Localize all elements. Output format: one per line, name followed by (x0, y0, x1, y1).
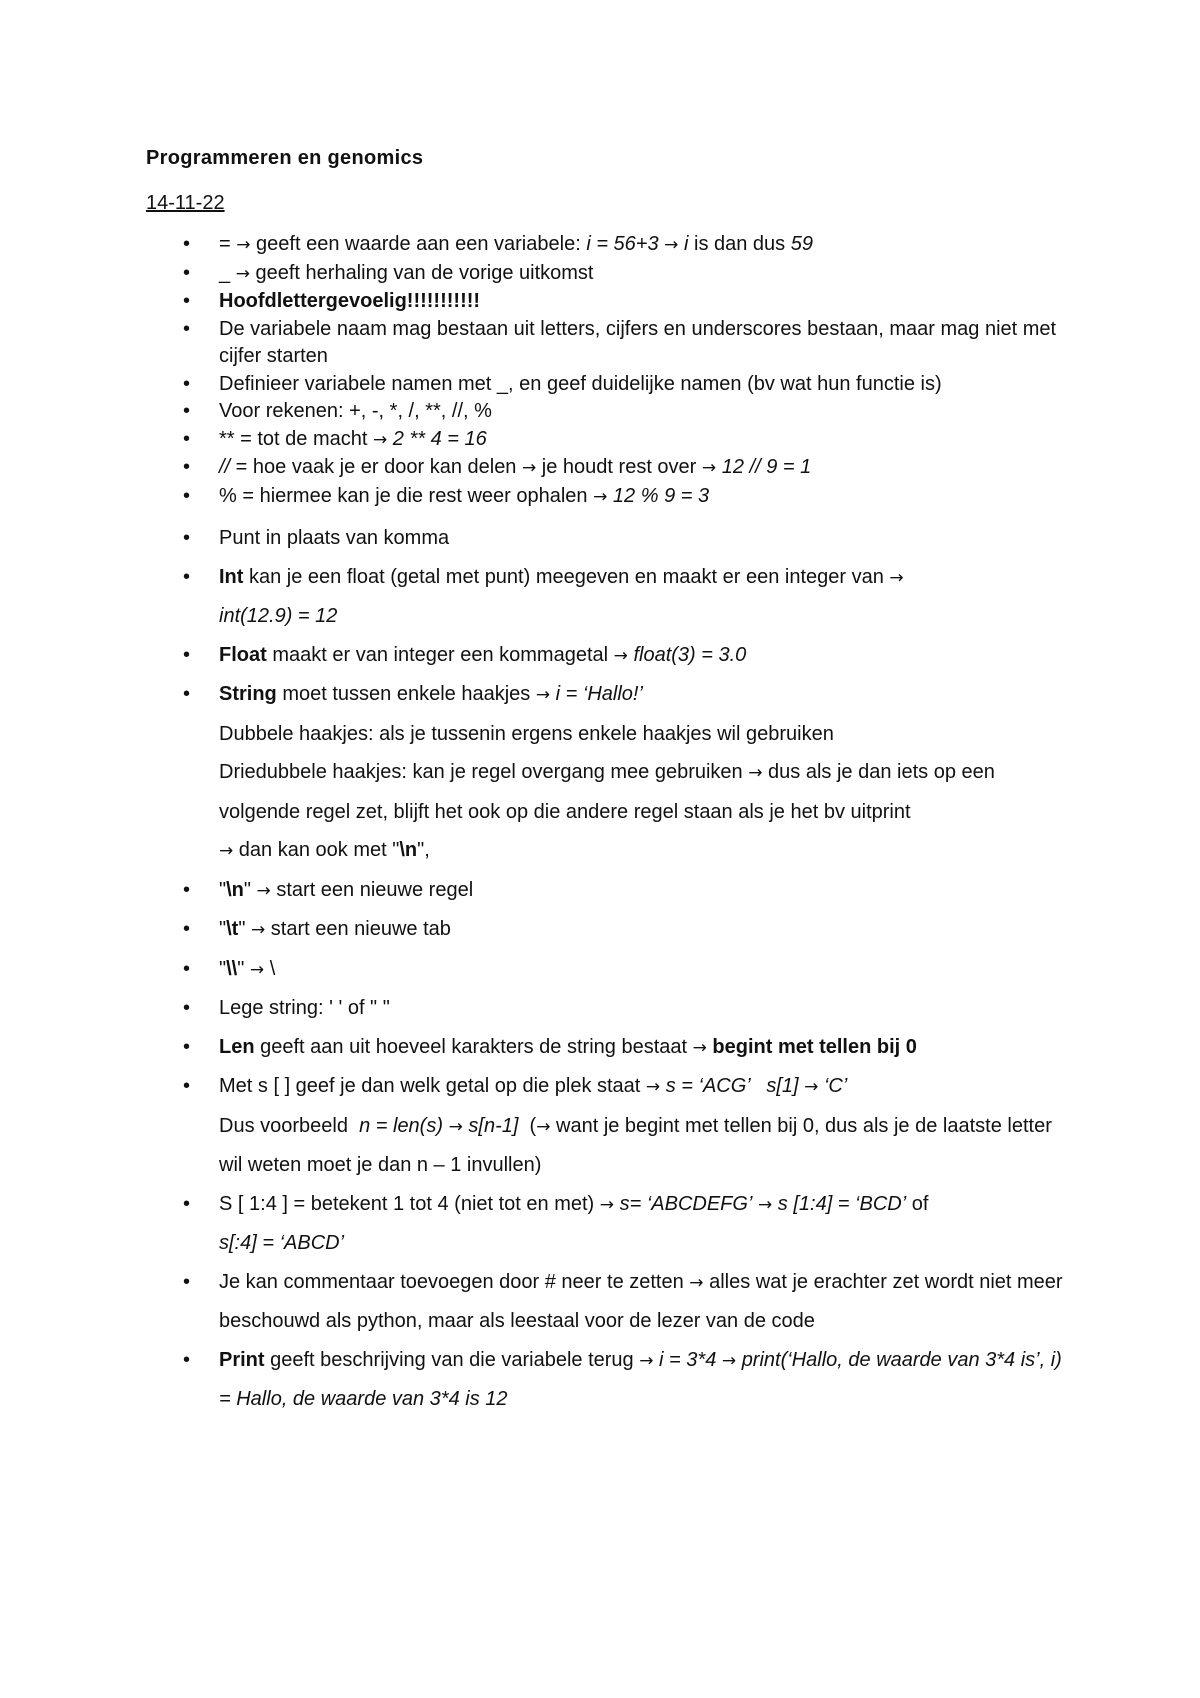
list-item (0, 1067, 1200, 1185)
list-item (0, 454, 1200, 483)
list-item-text: S [ 1:4 ] = betekent 1 tot 4 (niet tot en met) → s= ‘ABCDEFG’ → s [1:4] = ‘BCD’ of s[:4] = ‘ABCD’ (219, 1192, 929, 1254)
list-item-text: = → geeft een waarde aan een variabele: i = 56+3 → i is dan dus 59 (219, 233, 813, 255)
bullet-icon: • (183, 957, 191, 980)
bullet-icon: • (183, 878, 191, 901)
document-title: Programmeren en genomics (146, 147, 424, 169)
list-item (0, 288, 1200, 316)
list-item-text: Punt in plaats van komma (219, 527, 450, 549)
list-item (0, 1185, 1200, 1263)
list-item (0, 398, 1200, 426)
bullet-icon: • (183, 456, 191, 478)
bullet-icon: • (183, 233, 191, 255)
list-item (0, 636, 1200, 676)
list-item (0, 316, 1200, 371)
list-item (0, 483, 1200, 512)
bullet-icon: • (183, 997, 191, 1019)
list-item (0, 426, 1200, 455)
bullet-icon: • (183, 400, 191, 422)
list-item-text: Hoofdlettergevoelig!!!!!!!!!!! (219, 290, 481, 312)
bullet-icon: • (183, 261, 191, 284)
list-item-text: De variabele naam mag bestaan uit letters, cijfers en underscores bestaan, maar mag niet met cijfer starten (219, 317, 1057, 367)
bullet-icon: • (183, 290, 191, 312)
list-item-text: Lege string: ' ' of " " (219, 997, 390, 1019)
bullet-icon: • (183, 565, 191, 588)
list-item-text: Int kan je een float (getal met punt) meegeven en maakt er een integer van → int(12.9) = 12 (219, 565, 904, 627)
bullet-icon: • (183, 918, 191, 940)
list-item-text: Je kan commentaar toevoegen door # neer te zetten → alles wat je erachter zet wordt niet meer beschouwd als python, maar als leestaal voor de lezer van de code (219, 1270, 1063, 1332)
list-item-text: Met s [ ] geef je dan welk getal op die plek staat → s = ‘ACG’ s[1] → ‘C’ Dus voorbeeld n = len(s) → s[n-1] (→ want je begint met tellen bij 0, dus als je de laatste letter wil weten moet je dan n – 1 invullen) (219, 1075, 1052, 1176)
bullet-icon: • (183, 1270, 191, 1293)
list-item (0, 371, 1200, 399)
bullet-icon: • (183, 643, 191, 666)
bullet-icon: • (183, 1035, 191, 1058)
notes-list (0, 231, 1200, 1419)
list-item-text: // = hoe vaak je er door kan delen → je houdt rest over → 12 // 9 = 1 (219, 456, 812, 478)
bullet-icon: • (183, 1192, 191, 1215)
list-item-text: ** = tot de macht → 2 ** 4 = 16 (219, 427, 487, 450)
bullet-icon: • (183, 317, 191, 340)
bullet-icon: • (183, 1075, 191, 1097)
bullet-icon: • (183, 683, 191, 705)
list-item-text: "\\" → \ (219, 957, 276, 980)
bullet-icon: • (183, 427, 191, 450)
list-item (0, 519, 1200, 558)
list-item-text: Print geeft beschrijving van die variabele terug → i = 3*4 → print(‘Hallo, de waarde van 3*4 is’, i) = Hallo, de waarde van 3*4 is 12 (219, 1348, 1062, 1410)
list-item (0, 1341, 1200, 1419)
list-item (0, 989, 1200, 1028)
list-item (0, 1263, 1200, 1341)
list-item-text: Len geeft aan uit hoeveel karakters de string bestaat → begint met tellen bij 0 (219, 1035, 917, 1058)
bullet-icon: • (183, 484, 191, 507)
list-item-text: Voor rekenen: +, -, *, /, **, //, % (219, 400, 492, 422)
list-item (0, 910, 1200, 950)
document-date: 14-11-22 (146, 192, 225, 214)
list-item (0, 675, 1200, 871)
list-item (0, 558, 1200, 636)
list-item-text: Definieer variabele namen met _, en geef duidelijke namen (bv wat hun functie is) (219, 372, 942, 395)
bullet-icon: • (183, 372, 191, 395)
list-item-text: "\n" → start een nieuwe regel (219, 878, 474, 901)
list-item-text: "\t" → start een nieuwe tab (219, 918, 451, 940)
list-item (0, 260, 1200, 289)
list-item (0, 1028, 1200, 1068)
bullet-icon: • (183, 1348, 191, 1371)
list-item (0, 950, 1200, 990)
list-item-text: % = hiermee kan je die rest weer ophalen → 12 % 9 = 3 (219, 484, 710, 507)
list-item-text: _ → geeft herhaling van de vorige uitkomst (219, 261, 594, 284)
bullet-icon: • (183, 527, 191, 549)
list-item (0, 231, 1200, 260)
list-item-text: Float maakt er van integer een kommagetal → float(3) = 3.0 (219, 643, 747, 666)
list-item-text: String moet tussen enkele haakjes → i = ‘Hallo!’ Dubbele haakjes: als je tussenin ergens enkele haakjes wil gebruiken Driedubbele haakjes: kan je regel overgang mee gebruiken → dus als je dan iets op een volgende regel zet, blijft het ook op die andere regel staan als je het bv uitprint → dan kan ook met "\n", (219, 683, 995, 861)
list-item (0, 871, 1200, 911)
